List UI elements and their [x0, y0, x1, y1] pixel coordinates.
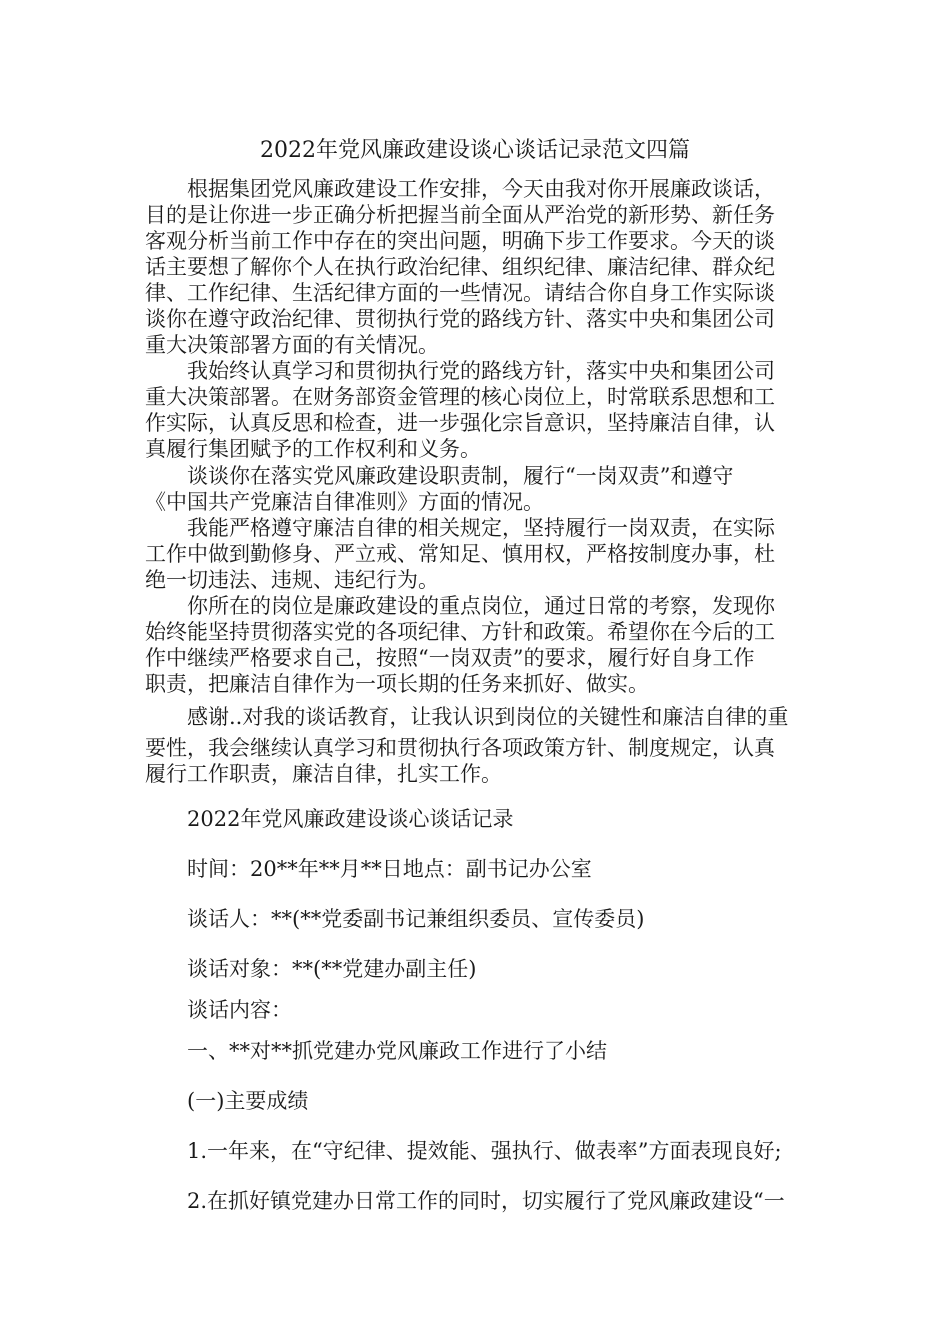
paragraph-line: 我始终认真学习和贯彻执行党的路线方针，落实中央和集团公司	[187, 359, 775, 383]
paragraph-line: 你所在的岗位是廉政建设的重点岗位，通过日常的考察，发现你	[187, 594, 775, 618]
paragraph-line: 话主要想了解你个人在执行政治纪律、组织纪律、廉洁纪律、群众纪	[145, 255, 775, 279]
content-label: 谈话内容：	[187, 998, 292, 1022]
paragraph-line: 职责，把廉洁自律作为一项长期的任务来抓好、做实。	[145, 672, 649, 696]
record-title: 2022年党风廉政建设谈心谈话记录	[187, 807, 514, 831]
paragraph-line: 要性，我会继续认真学习和贯彻执行各项政策方针、制度规定，认真	[145, 736, 775, 760]
time-place: 时间：20**年**月**日地点：副书记办公室	[187, 857, 592, 881]
document-title: 2022年党风廉政建设谈心谈话记录范文四篇	[260, 138, 690, 163]
paragraph-line: 感谢..对我的谈话教育，让我认识到岗位的关键性和廉洁自律的重	[187, 705, 789, 729]
paragraph-line: 我能严格遵守廉洁自律的相关规定，坚持履行一岗双责，在实际	[187, 516, 775, 540]
speaker: 谈话人：**(**党委副书记兼组织委员、宣传委员)	[187, 907, 645, 931]
paragraph-line: 律、工作纪律、生活纪律方面的一些情况。请结合你自身工作实际谈	[145, 281, 775, 305]
paragraph-line: 工作中做到勤修身、严立戒、常知足、慎用权，严格按制度办事，杜	[145, 542, 775, 566]
paragraph-line: 始终能坚持贯彻落实党的各项纪律、方针和政策。希望你在今后的工	[145, 620, 775, 644]
paragraph-line: 客观分析当前工作中存在的突出问题，明确下步工作要求。今天的谈	[145, 229, 775, 253]
paragraph-line: 《中国共产党廉洁自律准则》方面的情况。	[145, 490, 544, 514]
paragraph-line: 谈谈你在落实党风廉政建设职责制，履行“一岗双责”和遵守	[187, 464, 734, 488]
list-item: 1.一年来，在“守纪律、提效能、强执行、做表率”方面表现良好;	[187, 1139, 782, 1163]
paragraph-line: 目的是让你进一步正确分析把握当前全面从严治党的新形势、新任务	[145, 203, 775, 227]
paragraph-line: 作中继续严格要求自己，按照“一岗双责”的要求，履行好自身工作	[145, 646, 755, 670]
list-item: 2.在抓好镇党建办日常工作的同时，切实履行了党风廉政建设“一	[187, 1189, 785, 1213]
paragraph-line: 重大决策部署。在财务部资金管理的核心岗位上，时常联系思想和工	[145, 385, 775, 409]
subsection-heading: (一)主要成绩	[187, 1089, 309, 1113]
paragraph-line: 真履行集团赋予的工作权利和义务。	[145, 437, 481, 461]
paragraph-line: 绝一切违法、违规、违纪行为。	[145, 568, 439, 592]
target: 谈话对象：**(**党建办副主任)	[187, 957, 477, 981]
paragraph-line: 重大决策部署方面的有关情况。	[145, 333, 439, 357]
paragraph-line: 作实际，认真反思和检查，进一步强化宗旨意识，坚持廉洁自律，认	[145, 411, 775, 435]
paragraph-line: 谈你在遵守政治纪律、贯彻执行党的路线方针、落实中央和集团公司	[145, 307, 775, 331]
section-heading: 一、**对**抓党建办党风廉政工作进行了小结	[187, 1039, 607, 1063]
paragraph-line: 履行工作职责，廉洁自律，扎实工作。	[145, 762, 502, 786]
paragraph-line: 根据集团党风廉政建设工作安排，今天由我对你开展廉政谈话，	[187, 177, 775, 201]
